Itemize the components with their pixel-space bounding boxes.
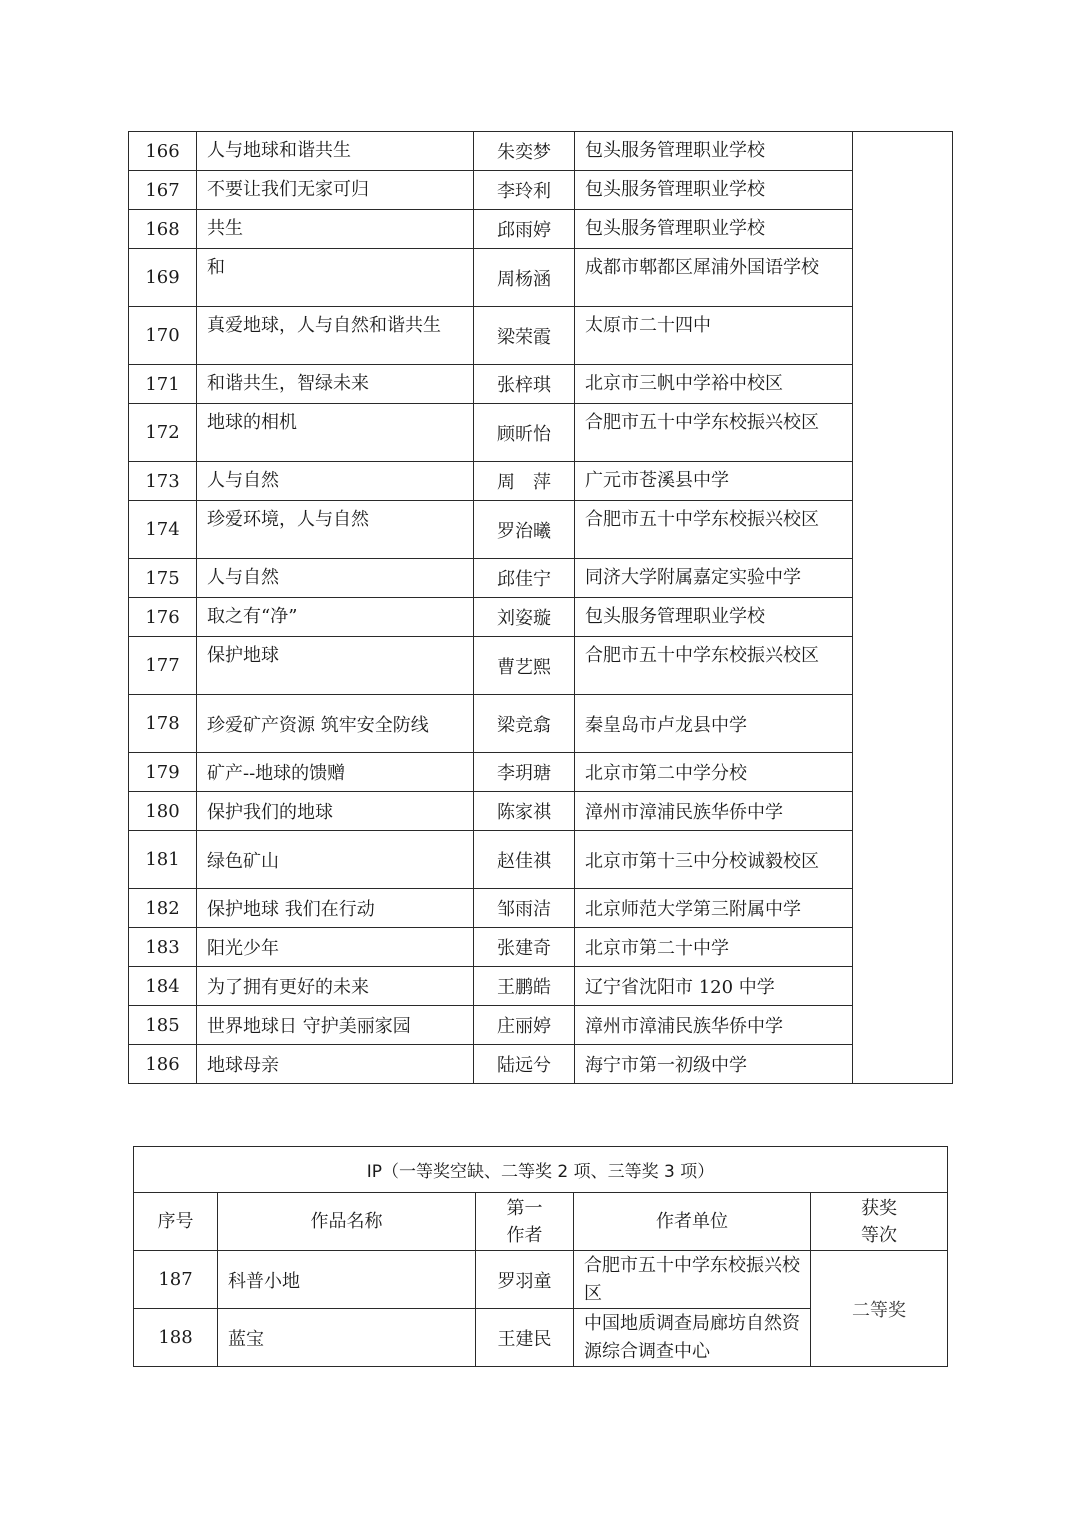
first-author: 曹艺熙 [474, 637, 575, 695]
first-author: 邱佳宁 [474, 559, 575, 598]
first-author: 陆远兮 [474, 1045, 575, 1084]
work-title: 科普小地 [218, 1251, 476, 1309]
row-number: 181 [129, 831, 197, 889]
row-number: 182 [129, 889, 197, 928]
work-title: 绿色矿山 [197, 831, 474, 889]
author-unit: 漳州市漳浦民族华侨中学 [575, 1006, 853, 1045]
row-number: 178 [129, 695, 197, 753]
header-award-line2: 等次 [861, 1224, 897, 1246]
table-row [129, 753, 953, 792]
first-author: 罗羽童 [476, 1251, 574, 1309]
first-author: 张建奇 [474, 928, 575, 967]
author-unit: 漳州市漳浦民族华侨中学 [575, 792, 853, 831]
table-row [129, 967, 953, 1006]
table-row [129, 637, 953, 695]
work-title: 阳光少年 [197, 928, 474, 967]
author-unit: 海宁市第一初级中学 [575, 1045, 853, 1084]
row-number: 180 [129, 792, 197, 831]
author-unit: 北京市第二中学分校 [575, 753, 853, 792]
row-number: 175 [129, 559, 197, 598]
table-row [129, 501, 953, 559]
table-row [129, 307, 953, 365]
work-title: 共生 [197, 210, 474, 249]
work-title: 蓝宝 [218, 1309, 476, 1367]
row-number: 183 [129, 928, 197, 967]
first-author: 周 萍 [474, 462, 575, 501]
author-unit: 北京市第二十中学 [575, 928, 853, 967]
first-author: 顾昕怡 [474, 404, 575, 462]
work-title: 珍爱矿产资源 筑牢安全防线 [197, 695, 474, 753]
row-number: 177 [129, 637, 197, 695]
row-number: 168 [129, 210, 197, 249]
work-title: 保护地球 我们在行动 [197, 889, 474, 928]
first-author: 邹雨洁 [474, 889, 575, 928]
author-unit: 包头服务管理职业学校 [575, 210, 853, 249]
author-unit: 成都市郫都区犀浦外国语学校 [575, 249, 853, 307]
table-row [129, 404, 953, 462]
first-author: 罗治曦 [474, 501, 575, 559]
first-author: 邱雨婷 [474, 210, 575, 249]
author-unit: 北京市第十三中分校诚毅校区 [575, 831, 853, 889]
table-row [129, 210, 953, 249]
author-unit: 合肥市五十中学东校振兴校区 [575, 404, 853, 462]
table-row [129, 598, 953, 637]
award-level: 二等奖 [811, 1251, 948, 1367]
author-unit: 辽宁省沈阳市 120 中学 [575, 967, 853, 1006]
row-number: 176 [129, 598, 197, 637]
work-title: 取之有“净” [197, 598, 474, 637]
first-author: 周杨涵 [474, 249, 575, 307]
work-title: 人与自然 [197, 559, 474, 598]
table-row [129, 365, 953, 404]
header-title: 作品名称 [218, 1193, 476, 1251]
row-number: 187 [134, 1251, 218, 1309]
header-author-line1: 第一 [506, 1197, 543, 1219]
ip-category-table [133, 1146, 948, 1367]
table-row [129, 132, 953, 171]
row-number: 170 [129, 307, 197, 365]
first-author: 赵佳祺 [474, 831, 575, 889]
category-caption: IP（一等奖空缺、二等奖 2 项、三等奖 3 项） [134, 1147, 948, 1193]
row-number: 171 [129, 365, 197, 404]
work-title: 珍爱环境，人与自然 [197, 501, 474, 559]
author-unit: 秦皇岛市卢龙县中学 [575, 695, 853, 753]
first-author: 朱奕梦 [474, 132, 575, 171]
table-row [129, 1045, 953, 1084]
header-author-line2: 作者 [506, 1224, 543, 1246]
author-unit: 包头服务管理职业学校 [575, 132, 853, 171]
first-author: 王鹏皓 [474, 967, 575, 1006]
table-row [129, 695, 953, 753]
table-row [129, 928, 953, 967]
table-caption-row [134, 1147, 948, 1193]
table-row [129, 462, 953, 501]
row-number: 188 [134, 1309, 218, 1367]
table-row [129, 249, 953, 307]
work-title: 和谐共生，智绿未来 [197, 365, 474, 404]
row-number: 169 [129, 249, 197, 307]
author-unit: 合肥市五十中学东校振兴校区 [574, 1251, 811, 1309]
first-author: 李玲利 [474, 171, 575, 210]
row-number: 166 [129, 132, 197, 171]
table-header-row [134, 1193, 948, 1251]
table-row [129, 889, 953, 928]
table-row [134, 1251, 948, 1309]
author-unit: 太原市二十四中 [575, 307, 853, 365]
first-author: 梁荣霞 [474, 307, 575, 365]
first-author: 梁竞翕 [474, 695, 575, 753]
work-title: 真爱地球，人与自然和谐共生 [197, 307, 474, 365]
author-unit: 合肥市五十中学东校振兴校区 [575, 501, 853, 559]
work-title: 保护我们的地球 [197, 792, 474, 831]
row-number: 173 [129, 462, 197, 501]
table-row [129, 831, 953, 889]
row-number: 174 [129, 501, 197, 559]
first-author: 陈家祺 [474, 792, 575, 831]
work-title: 和 [197, 249, 474, 307]
first-author: 刘姿璇 [474, 598, 575, 637]
row-number: 167 [129, 171, 197, 210]
author-unit: 同济大学附属嘉定实验中学 [575, 559, 853, 598]
author-unit: 广元市苍溪县中学 [575, 462, 853, 501]
author-unit: 合肥市五十中学东校振兴校区 [575, 637, 853, 695]
header-num: 序号 [134, 1193, 218, 1251]
author-unit: 包头服务管理职业学校 [575, 171, 853, 210]
first-author: 王建民 [476, 1309, 574, 1367]
first-author: 庄丽婷 [474, 1006, 575, 1045]
row-number: 179 [129, 753, 197, 792]
table-row [129, 1006, 953, 1045]
first-author: 李玥瑭 [474, 753, 575, 792]
work-title: 地球母亲 [197, 1045, 474, 1084]
author-unit: 北京师范大学第三附属中学 [575, 889, 853, 928]
row-number: 186 [129, 1045, 197, 1084]
row-number: 184 [129, 967, 197, 1006]
work-title: 地球的相机 [197, 404, 474, 462]
winners-table-continued [128, 131, 953, 1084]
header-unit: 作者单位 [574, 1193, 811, 1251]
work-title: 为了拥有更好的未来 [197, 967, 474, 1006]
first-author: 张梓琪 [474, 365, 575, 404]
table-row [129, 171, 953, 210]
table-row [129, 559, 953, 598]
work-title: 世界地球日 守护美丽家园 [197, 1006, 474, 1045]
work-title: 保护地球 [197, 637, 474, 695]
author-unit: 中国地质调查局廊坊自然资源综合调查中心 [574, 1309, 811, 1367]
header-author [476, 1193, 574, 1251]
work-title: 人与自然 [197, 462, 474, 501]
author-unit: 北京市三帆中学裕中校区 [575, 365, 853, 404]
header-award [811, 1193, 948, 1251]
work-title: 不要让我们无家可归 [197, 171, 474, 210]
award-column-blank [853, 132, 953, 1084]
header-award-line1: 获奖 [861, 1197, 897, 1219]
table-row [129, 792, 953, 831]
author-unit: 包头服务管理职业学校 [575, 598, 853, 637]
work-title: 矿产--地球的馈赠 [197, 753, 474, 792]
row-number: 172 [129, 404, 197, 462]
work-title: 人与地球和谐共生 [197, 132, 474, 171]
row-number: 185 [129, 1006, 197, 1045]
